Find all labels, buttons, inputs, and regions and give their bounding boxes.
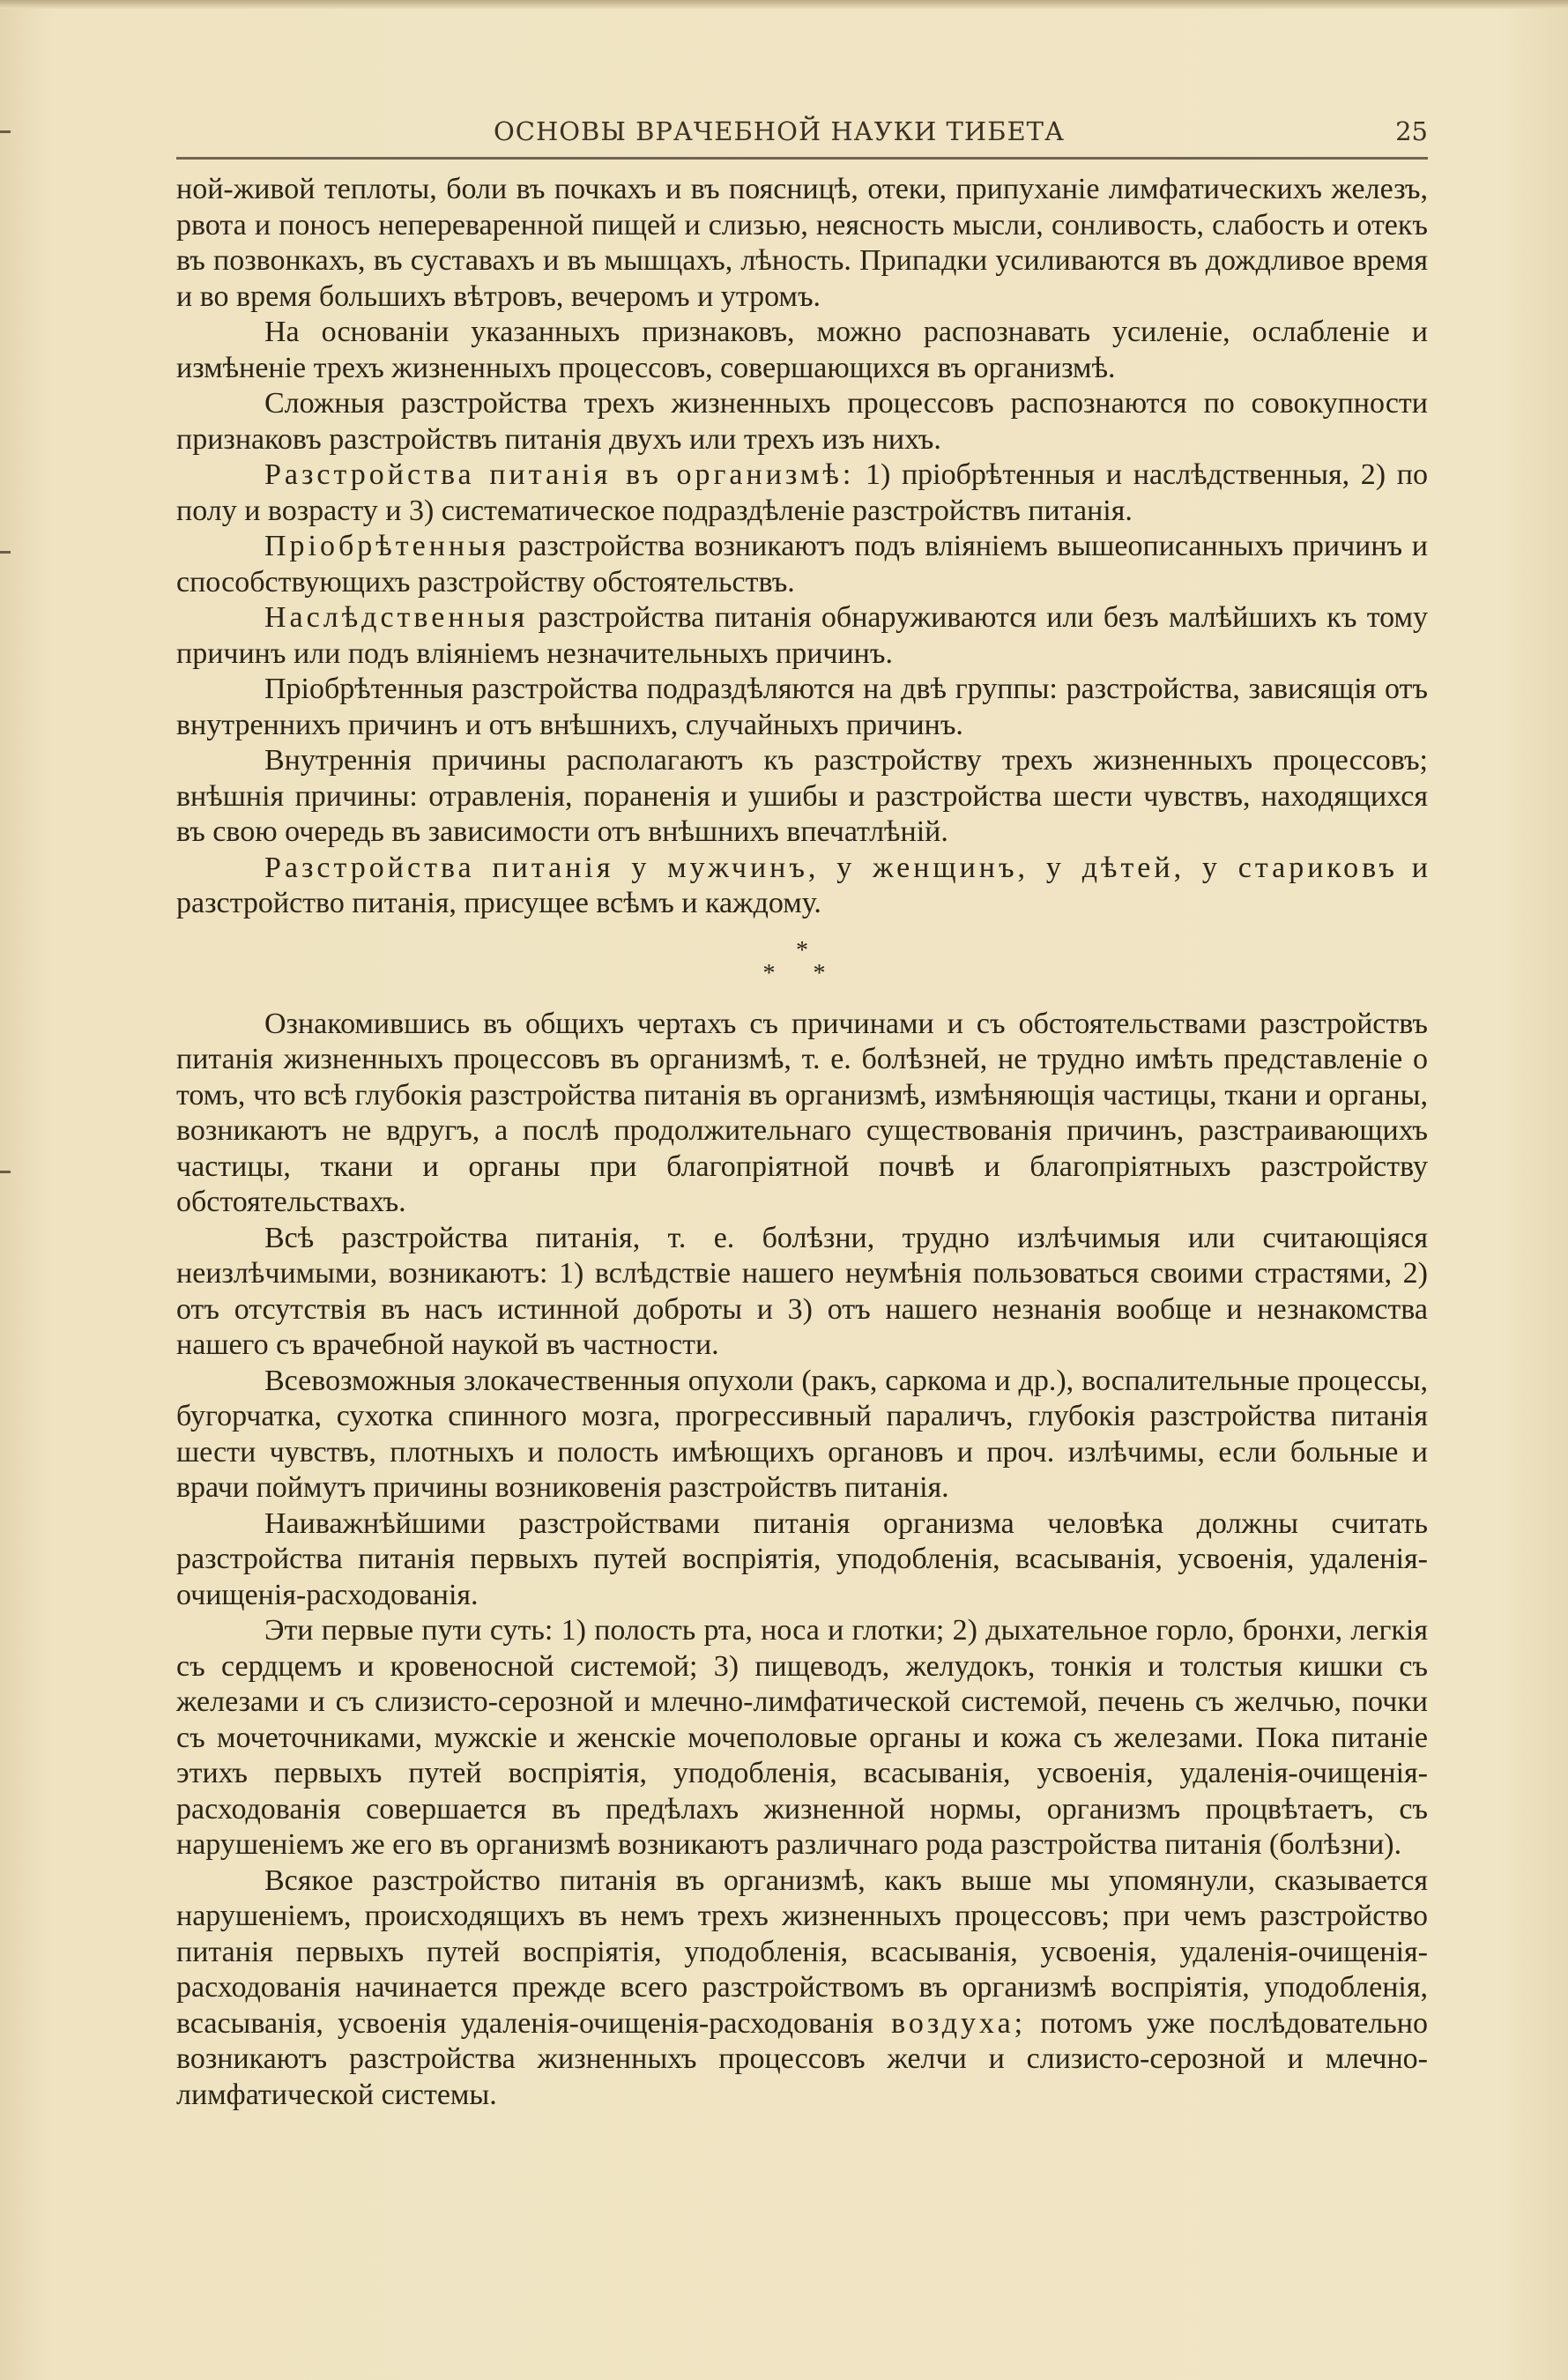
paragraph: Пріобрѣтенныя разстройства подраздѣляются на двѣ группы: разстройства, зависящія отъ внутреннихъ причинъ и отъ внѣшнихъ, случайныхъ причинъ. [176,673,1428,741]
paragraph: Внутреннія причины располагаютъ къ разстройству трехъ жизненныхъ процессовъ; внѣшнія причины: отравленія, пораненія и ушибы и разстройства шести чувствъ, находящихся въ свою очередь въ зависимости отъ внѣшнихъ впечатлѣній. [176,744,1428,848]
paragraph: Сложныя разстройства трехъ жизненныхъ процессовъ распознаются по совокупности признаковъ разстройствъ питанія двухъ или трехъ изъ нихъ. [176,387,1428,456]
paragraph: Ознакомившись въ общихъ чертахъ съ причинами и съ обстоятельствами разстройствъ питанія жизненныхъ процессовъ въ организмѣ, т. е. болѣзней, не трудно имѣть представленіе о томъ, что всѣ глубокія разстройства питанія въ организмѣ, измѣняющія частицы, ткани и органы, возникаютъ не вдругъ, а послѣ продолжительнаго существованія причинъ, разстраивающихъ частицы, ткани и органы при благопріятной почвѣ и благопріятныхъ разстройству обстоятельствахъ. [176,1007,1428,1218]
page-body [176,172,1428,2113]
paragraph: Разстройства питанія у мужчинъ, у женщинъ, у дѣтей, у стариковъ и разстройство питанія, присущее всѣмъ и каждому. [176,851,1428,919]
asterism-divider: * * * [762,936,842,987]
spaced-heading: Разстройства питанія у мужчинъ, у женщинъ, у дѣтей, у стариковъ [264,851,1398,884]
margin-mark [0,551,11,554]
margin-mark [0,1171,11,1173]
paragraph: На основаніи указанныхъ признаковъ, можно распознавать усиленіе, ослабленіе и измѣненіе трехъ жизненныхъ процессовъ, совершающихся въ организмѣ. [176,316,1428,384]
paragraph: Всевозможныя злокачественныя опухоли (ракъ, саркома и др.), воспалительные процессы, бугорчатка, сухотка спинного мозга, прогрессивный параличъ, глубокія разстройства питанія шести чувствъ, плотныхъ и полость имѣющихъ органовъ и проч. излѣчимы, если больные и врачи поймутъ причины возниковенія разстройствъ питанія. [176,1364,1428,1504]
paragraph: ной-живой теплоты, боли въ почкахъ и въ поясницѣ, отеки, припуханіе лимфатическихъ железъ, рвота и поносъ непереваренной пищей и слизью, неясность мысли, сонливость, слабость и отекъ въ позвонкахъ, въ суставахъ и въ мышцахъ, лѣность. Припадки усиливаются въ дождливое время и во время большихъ вѣтровъ, вечеромъ и утромъ. [176,173,1428,313]
paragraph: Всѣ разстройства питанія, т. е. болѣзни, трудно излѣчимыя или считающіяся неизлѣчимыми, возникаютъ: 1) вслѣдствіе нашего неумѣнія пользоваться своими страстями, 2) отъ отсутствія въ насъ истинной доброты и 3) отъ нашего незнанія вообще и незнакомства нашего съ врачебной наукой въ частности. [176,1221,1428,1361]
paragraph: Эти первые пути суть: 1) полость рта, носа и глотки; 2) дыхательное горло, бронхи, легкія съ сердцемъ и кровеносной системой; 3) пищеводъ, желудокъ, тонкія и толстыя кишки съ железами и съ слизисто-серозной и млечно-лимфатической системой, печень съ желчью, почки съ мочеточниками, мужскіе и женскіе мочеполовые органы и кожа съ железами. Пока питаніе этихъ первыхъ путей воспріятія, уподобленія, всасыванія, усвоенія, удаленія-очищенія-расходованія совершается въ предѣлахъ жизненной нормы, организмъ процвѣтаетъ, съ нарушеніемъ же его въ организмѣ возникаютъ различнаго рода разстройства питанія (болѣзни). [176,1614,1428,1861]
spaced-heading: Наслѣдственныя [264,601,529,634]
spaced-word: воздуха; [873,2006,1027,2040]
running-title: ОСНОВЫ ВРАЧЕБНОЙ НАУКИ ТИБЕТА [494,116,1065,146]
paragraph: Разстройства питанія въ организмѣ: 1) пріобрѣтенныя и наслѣдственныя, 2) по полу и возрасту и 3) систематическое подраздѣленіе разстройствъ питанія. [176,458,1428,527]
page-header [176,113,1428,160]
paragraph: Пріобрѣтенныя разстройства возникаютъ подъ вліяніемъ вышеописанныхъ причинъ и способствующихъ разстройству обстоятельствъ. [176,530,1428,599]
page-top-edge [0,0,1568,9]
page-number: 25 [1395,116,1428,146]
paragraph: Всякое разстройство питанія въ организмѣ, какъ выше мы упомянули, сказывается нарушеніемъ, происходящихъ въ немъ трехъ жизненныхъ процессовъ; при чемъ разстройство питанія первыхъ путей воспріятія, уподобленія, всасыванія, усвоенія, удаленія-очищенія-расходованія начинается прежде всего разстройствомъ въ организмѣ воспріятія, уподобленія, всасыванія, усвоенія удаленія-очищенія-расходованія воздуха; потомъ уже послѣдовательно возникаютъ разстройства жизненныхъ процессовъ желчи и слизисто-серозной и млечно-лимфатической системы. [176,1863,1428,2111]
paragraph: Наиважнѣйшими разстройствами питанія организма человѣка должны считать разстройства питанія первыхъ путей воспріятія, уподобленія, всасыванія, усвоенія, удаленія-очищенія-расходованія. [176,1506,1428,1611]
margin-mark [0,130,11,133]
spaced-heading: Пріобрѣтенныя [264,530,509,562]
spaced-heading: Разстройства питанія въ организмѣ: [264,458,855,491]
paragraph: Наслѣдственныя разстройства питанія обнаруживаются или безъ малѣйшихъ къ тому причинъ или подъ вліяніемъ незначительныхъ причинъ. [176,601,1428,670]
